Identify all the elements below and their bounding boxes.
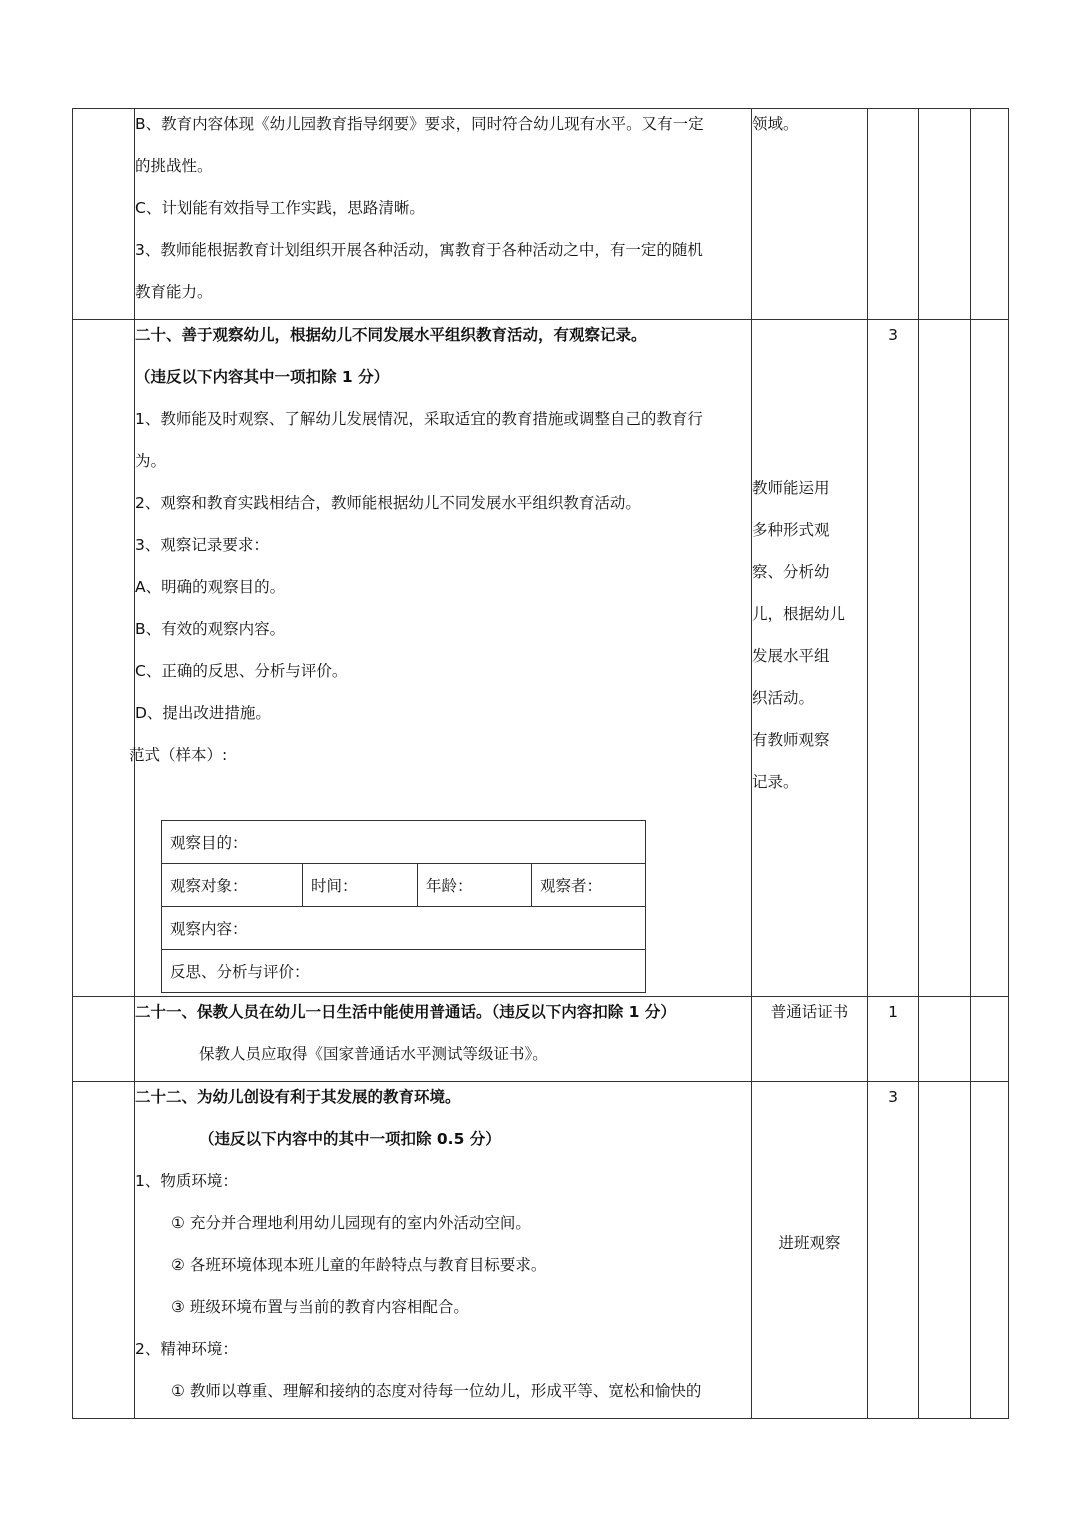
basis-text: 发展水平组 (752, 647, 830, 665)
criteria-line: ② 各班环境体现本班儿童的年龄特点与教育目标要求。 (171, 1256, 547, 1274)
category-cell (73, 109, 135, 320)
basis-text: 普通话证书 (770, 1003, 849, 1021)
basis-text: 织活动。 (752, 689, 815, 707)
deduction-rule: （违反以下内容中的其中一项扣除 0.5 分） (199, 1130, 501, 1148)
table-row (73, 109, 1009, 320)
basis-text: 教师能运用 (752, 479, 830, 497)
basis-text: 记录。 (752, 773, 799, 791)
criteria-cell (135, 1082, 752, 1419)
deduction-rule: （违反以下内容其中一项扣除 1 分） (135, 368, 390, 386)
sample-age-cell: 年龄： (418, 864, 532, 907)
criteria-line: C、计划能有效指导工作实践，思路清晰。 (135, 199, 425, 217)
score-cell: 3 (868, 1082, 919, 1419)
criteria-line: 2、观察和教育实践相结合，教师能根据幼儿不同发展水平组织教育活动。 (135, 494, 641, 512)
basis-cell (752, 997, 868, 1082)
criteria-line: 1、教师能及时观察、了解幼儿发展情况，采取适宜的教育措施或调整自己的教育行 (135, 410, 703, 428)
item-title: 二十一、保教人员在幼儿一日生活中能使用普通话。（违反以下内容扣除 1 分） (135, 1003, 676, 1021)
sample-object-cell: 观察对象： (162, 864, 303, 907)
score-cell: 1 (868, 997, 919, 1082)
criteria-cell (135, 997, 752, 1082)
criteria-line: 3、教师能根据教育计划组织开展各种活动，寓教育于各种活动之中，有一定的随机 (135, 241, 703, 259)
deduction-cell (919, 320, 971, 997)
score-cell (868, 109, 919, 320)
criteria-line: ① 教师以尊重、理解和接纳的态度对待每一位幼儿，形成平等、宽松和愉快的 (171, 1382, 702, 1400)
criteria-cell (135, 109, 752, 320)
criteria-line: D、提出改进措施。 (135, 704, 271, 722)
category-cell (73, 997, 135, 1082)
table-row (73, 997, 1009, 1082)
sample-observation-table (161, 820, 646, 993)
score-cell: 3 (868, 320, 919, 997)
criteria-line: 1、物质环境： (135, 1172, 238, 1190)
sample-time-cell: 时间： (303, 864, 418, 907)
criteria-line: 3、观察记录要求： (135, 536, 269, 554)
remark-cell (971, 997, 1009, 1082)
criteria-line: 2、精神环境： (135, 1340, 238, 1358)
criteria-line: 保教人员应取得《国家普通话水平测试等级证书》。 (199, 1045, 548, 1063)
remark-cell (971, 320, 1009, 997)
deduction-cell (919, 997, 971, 1082)
basis-text: 领域。 (752, 115, 799, 133)
category-cell (73, 320, 135, 997)
sample-observer-cell: 观察者： (532, 864, 646, 907)
basis-text: 有教师观察 (752, 731, 830, 749)
category-cell (73, 1082, 135, 1419)
deduction-cell (919, 1082, 971, 1419)
basis-text: 多种形式观 (752, 521, 830, 539)
remark-cell (971, 109, 1009, 320)
criteria-line: 为。 (135, 452, 167, 470)
criteria-line: ① 充分并合理地利用幼儿园现有的室内外活动空间。 (171, 1214, 531, 1232)
basis-text: 察、分析幼 (752, 563, 830, 581)
criteria-line: 的挑战性。 (135, 157, 213, 175)
sample-purpose-cell: 观察目的： (162, 821, 646, 864)
basis-text: 进班观察 (778, 1234, 841, 1252)
table-row (73, 320, 1009, 997)
basis-cell (752, 320, 868, 997)
basis-cell (752, 1082, 868, 1419)
criteria-cell (129, 320, 752, 997)
table-row (73, 1082, 1009, 1419)
basis-text: 儿，根据幼儿 (752, 605, 846, 623)
criteria-line: ③ 班级环境布置与当前的教育内容相配合。 (171, 1298, 469, 1316)
sample-content-cell: 观察内容： (162, 907, 646, 950)
criteria-line: A、明确的观察目的。 (135, 578, 286, 596)
sample-label: 范式（样本）: (129, 746, 228, 764)
item-title: 二十二、为幼儿创设有利于其发展的教育环境。 (135, 1088, 461, 1106)
remark-cell (971, 1082, 1009, 1419)
deduction-cell (919, 109, 971, 320)
criteria-line: C、正确的反思、分析与评价。 (135, 662, 348, 680)
sample-reflection-cell: 反思、分析与评价： (162, 950, 646, 993)
evaluation-table (72, 108, 1009, 1419)
criteria-line: B、教育内容体现《幼儿园教育指导纲要》要求，同时符合幼儿现有水平。又有一定 (135, 115, 704, 133)
item-title: 二十、善于观察幼儿，根据幼儿不同发展水平组织教育活动，有观察记录。 (135, 326, 647, 344)
basis-cell (752, 109, 868, 320)
criteria-line: 教育能力。 (135, 283, 213, 301)
criteria-line: B、有效的观察内容。 (135, 620, 286, 638)
